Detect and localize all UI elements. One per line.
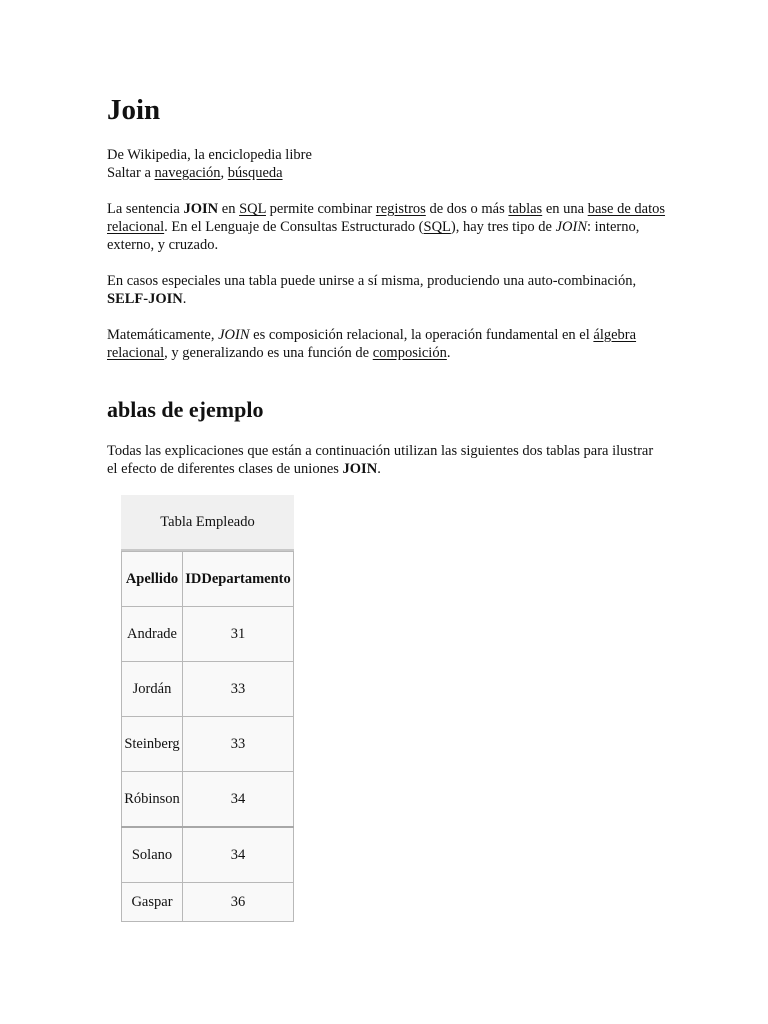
table-row bbox=[122, 717, 294, 772]
cell-iddepartamento: 33 bbox=[183, 717, 294, 772]
table-row bbox=[122, 883, 294, 922]
article bbox=[107, 90, 667, 478]
cell-apellido: Róbinson bbox=[122, 772, 183, 828]
jump-separator: , bbox=[220, 165, 228, 181]
cell-iddepartamento: 34 bbox=[183, 772, 294, 828]
text-run: . bbox=[182, 291, 187, 307]
table-row bbox=[122, 772, 294, 828]
cell-apellido: Andrade bbox=[122, 607, 183, 662]
text-run: : interno, externo, y cruzado. bbox=[107, 219, 640, 253]
cell-iddepartamento: 34 bbox=[183, 827, 294, 883]
text-run: es composición relacional, la operación fundamental en el bbox=[249, 327, 594, 343]
tagline: De Wikipedia, la enciclopedia libre bbox=[107, 147, 312, 163]
bold-term-self-join: SELF-JOIN bbox=[107, 291, 183, 307]
text-run: . En el Lenguaje de Consultas Estructurado ( bbox=[164, 219, 424, 235]
link-sql-2[interactable]: SQL bbox=[423, 219, 451, 235]
section-paragraph bbox=[107, 442, 667, 478]
link-base-de-datos-relacional[interactable]: base de datos relacional bbox=[107, 201, 666, 235]
italic-term-join: JOIN bbox=[218, 327, 250, 343]
cell-apellido: Gaspar bbox=[122, 883, 183, 922]
section-heading: ablas de ejemplo bbox=[107, 397, 264, 422]
intro-paragraph-3 bbox=[107, 326, 667, 362]
page-title: Join bbox=[107, 94, 161, 126]
link-sql[interactable]: SQL bbox=[239, 201, 266, 217]
site-subtitle bbox=[107, 146, 667, 182]
text-run: Todas las explicaciones que están a continuación utilizan las siguientes dos tablas para ilustrar el efecto de diferentes clases de uniones bbox=[107, 443, 654, 477]
table-row bbox=[122, 662, 294, 717]
bold-term-join: JOIN bbox=[342, 461, 378, 477]
link-registros[interactable]: registros bbox=[375, 201, 426, 217]
link-busqueda[interactable]: búsqueda bbox=[227, 165, 283, 181]
cell-apellido: Jordán bbox=[122, 662, 183, 717]
header-apellido: Apellido bbox=[122, 552, 183, 607]
italic-term-join: JOIN bbox=[555, 219, 588, 235]
text-run: ), hay tres tipo de bbox=[450, 219, 556, 235]
table-header-row bbox=[122, 552, 294, 607]
text-run: La sentencia bbox=[107, 201, 184, 217]
bold-term-join: JOIN bbox=[183, 201, 219, 217]
text-run: en bbox=[218, 201, 240, 217]
text-run: de dos o más bbox=[425, 201, 509, 217]
cell-iddepartamento: 36 bbox=[183, 883, 294, 922]
text-run: en una bbox=[542, 201, 588, 217]
link-navegacion[interactable]: navegación bbox=[154, 165, 221, 181]
link-tablas[interactable]: tablas bbox=[508, 201, 543, 217]
cell-iddepartamento: 33 bbox=[183, 662, 294, 717]
cell-iddepartamento: 31 bbox=[183, 607, 294, 662]
text-run: , y generalizando es una función de bbox=[164, 345, 373, 361]
text-run: . bbox=[446, 345, 451, 361]
jump-links bbox=[107, 164, 667, 182]
text-run: Matemáticamente, bbox=[107, 327, 219, 343]
cell-apellido: Steinberg bbox=[122, 717, 183, 772]
table-row bbox=[122, 827, 294, 883]
intro-paragraph-2 bbox=[107, 272, 667, 308]
text-run: . bbox=[377, 461, 381, 477]
cell-apellido: Solano bbox=[122, 827, 183, 883]
table-row bbox=[122, 607, 294, 662]
link-composicion[interactable]: composición bbox=[372, 345, 447, 361]
intro-paragraph-1 bbox=[107, 200, 667, 254]
text-run: En casos especiales una tabla puede unirse a sí misma, produciendo una auto-combinación, bbox=[107, 273, 637, 289]
employee-table bbox=[121, 495, 294, 922]
jump-prefix: Saltar a bbox=[107, 165, 155, 181]
link-algebra-relacional[interactable]: álgebra relacional bbox=[107, 327, 637, 361]
header-iddepartamento: IDDepartamento bbox=[183, 552, 294, 607]
text-run: permite combinar bbox=[265, 201, 376, 217]
table-caption: Tabla Empleado bbox=[121, 495, 294, 551]
